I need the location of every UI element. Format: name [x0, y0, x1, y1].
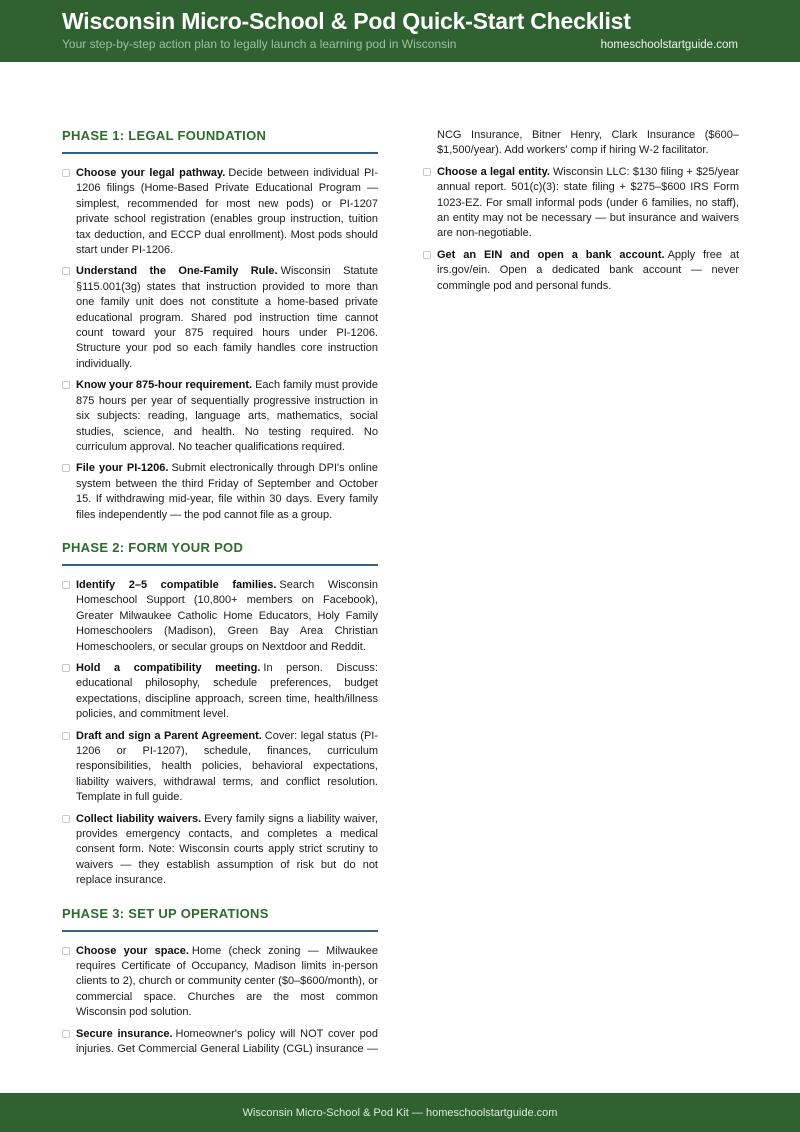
checkbox-icon[interactable]	[423, 251, 431, 259]
checklist-item	[62, 578, 378, 655]
checklist-item	[423, 248, 739, 294]
checklist-item-label: Draft and sign a Parent Agreement.	[76, 729, 262, 742]
checklist-item	[62, 166, 378, 258]
phase-title: PHASE 1: LEGAL FOUNDATION	[62, 128, 267, 143]
checklist-item	[62, 264, 378, 372]
checklist-columns	[62, 128, 739, 1080]
checklist-item-text: Home (check zoning — Milwaukee requires Certificate of Occupancy, Madison limits in-person clients to 2), church or community center ($0–$600/month), or commercial space. Churches are the most common Wisconsin pod solution.	[76, 944, 378, 1019]
checkbox-icon[interactable]	[62, 267, 70, 275]
checklist-item-text: Wisconsin LLC: $130 filing + $25/year annual report. 501(c)(3): state filing + $275–$600 IRS Form 1023-EZ. For small informal pods (under 6 families, no staff), an entity may not be necessary — but insurance and waivers are non-negotiable.	[437, 165, 739, 240]
checkbox-icon[interactable]	[62, 947, 70, 955]
checkbox-icon[interactable]	[62, 732, 70, 740]
phase-items	[62, 578, 378, 889]
checklist-item-text: Wisconsin Statute §115.001(3g) states that instruction provided to more than one family unit does not constitute a home-based private educational program. Shared pod instruction time cannot count toward your 875 required hours under PI-1206. Structure your pod so each family handles core instruction individually.	[76, 265, 378, 370]
checklist-item	[62, 729, 378, 806]
checklist-item-label: Hold a compatibility meeting.	[76, 661, 261, 674]
checklist-item-text: Cover: legal status (PI-1206 or PI-1207), schedule, finances, curriculum responsibilities, health policies, behavioral expectations, liability waivers, withdrawal terms, and conflict resolution. Template in full guide.	[76, 729, 378, 804]
checklist-item-label: Choose your space.	[76, 944, 189, 957]
checklist-item-text: Search Wisconsin Homeschool Support (10,800+ members on Facebook), Greater Milwaukee Catholic Home Educators, Holy Family Homeschoolers (Madison), Green Bay Area Christian Homeschoolers, or secular groups on Nextdoor and Reddit.	[76, 578, 378, 653]
checklist-item	[423, 165, 739, 242]
checklist-item-label: Secure insurance.	[76, 1027, 173, 1040]
checklist-item-label: Understand the One-Family Rule.	[76, 265, 278, 278]
phase-items	[62, 166, 378, 523]
phase-rule-divider	[62, 152, 378, 154]
checklist-item-label: Collect liability waivers.	[76, 812, 202, 825]
checklist-item-text: Each family must provide 875 hours per year of sequentially progressive instruction in six subjects: reading, language arts, mathematics, social studies, science, and health. No testing required. No curriculum approval. No teacher qualifications required.	[76, 379, 378, 453]
checklist-item	[62, 661, 378, 723]
checkbox-icon[interactable]	[62, 664, 70, 672]
checklist-item-text: In person. Discuss: educational philosophy, schedule preferences, budget expectations, discipline approach, screen time, health/illness policies, and commitment level.	[76, 661, 378, 721]
header	[0, 0, 800, 62]
checklist-item	[62, 812, 378, 889]
page-title: Wisconsin Micro-School & Pod Quick-Start Checklist	[62, 8, 631, 34]
checklist-item-label: Choose your legal pathway.	[76, 167, 226, 179]
phase-title: PHASE 3: SET UP OPERATIONS	[62, 905, 269, 921]
page-subtitle: Your step-by-step action plan to legally launch a learning pod in Wisconsin	[62, 37, 457, 51]
checklist-item-text: Every family signs a liability waiver, provides emergency contacts, and completes a medical consent form. Note: Wisconsin courts apply strict scrutiny to waivers — they establish assumption of risk but do not replace insurance.	[76, 812, 378, 887]
phase-section	[62, 540, 378, 889]
phase-header	[62, 540, 378, 566]
checklist-item	[62, 378, 378, 455]
checklist-item-label: Identify 2–5 compatible families.	[76, 578, 277, 591]
footer-text: Wisconsin Micro-School & Pod Kit — homeschoolstartguide.com	[242, 1106, 558, 1119]
checklist-item-text: Apply free at irs.gov/ein. Open a dedicated bank account — never commingle pod and personal funds.	[437, 248, 739, 292]
checklist-item-label: Know your 875-hour requirement.	[76, 379, 253, 392]
checklist-item-text: Homeowner's policy will NOT cover pod injuries. Get Commercial General Liability (CGL) insurance — NCG Insurance, Bitner Henry, Clark Insurance ($600–$1,500/year). Add workers' comp if hiring W-2 facilitator.	[76, 129, 739, 1056]
checklist-item-label: Choose a legal entity.	[437, 165, 550, 178]
phase-header	[62, 128, 378, 154]
checklist-item-text: Decide between individual PI-1206 filings (Home-Based Private Educational Program — simplest, recommended for most new pods) or PI-1207 private school registration (enables group instruction, tuition tax deduction, and ECCP dual enrollment). Most pods should start under PI-1206.	[76, 167, 378, 257]
checkbox-icon[interactable]	[62, 169, 70, 177]
checklist-item	[62, 944, 378, 1021]
checklist-item-label: Get an EIN and open a bank account.	[437, 248, 665, 261]
checklist-item	[62, 461, 378, 523]
phase-section	[62, 128, 378, 523]
header-sub-row	[62, 37, 738, 51]
phase-header	[62, 906, 378, 932]
site-url: homeschoolstartguide.com	[600, 39, 738, 51]
phase-rule-divider	[62, 930, 378, 932]
checkbox-icon[interactable]	[62, 464, 70, 472]
checklist-item-text: Submit electronically through DPI's online system between the third Friday of September and October 15. If withdrawing mid-year, file within 30 days. Every family files independently — the pod cannot file as a group.	[76, 462, 378, 521]
checkbox-icon[interactable]	[423, 168, 431, 176]
checkbox-icon[interactable]	[62, 1030, 70, 1038]
checkbox-icon[interactable]	[62, 381, 70, 389]
checklist-item-label: File your PI-1206.	[76, 462, 169, 475]
checklist-content	[0, 62, 800, 1080]
checkbox-icon[interactable]	[62, 581, 70, 589]
phase-title: PHASE 2: FORM YOUR POD	[62, 539, 244, 555]
checkbox-icon[interactable]	[62, 815, 70, 823]
phase-rule-divider	[62, 564, 378, 566]
footer	[0, 1093, 800, 1132]
